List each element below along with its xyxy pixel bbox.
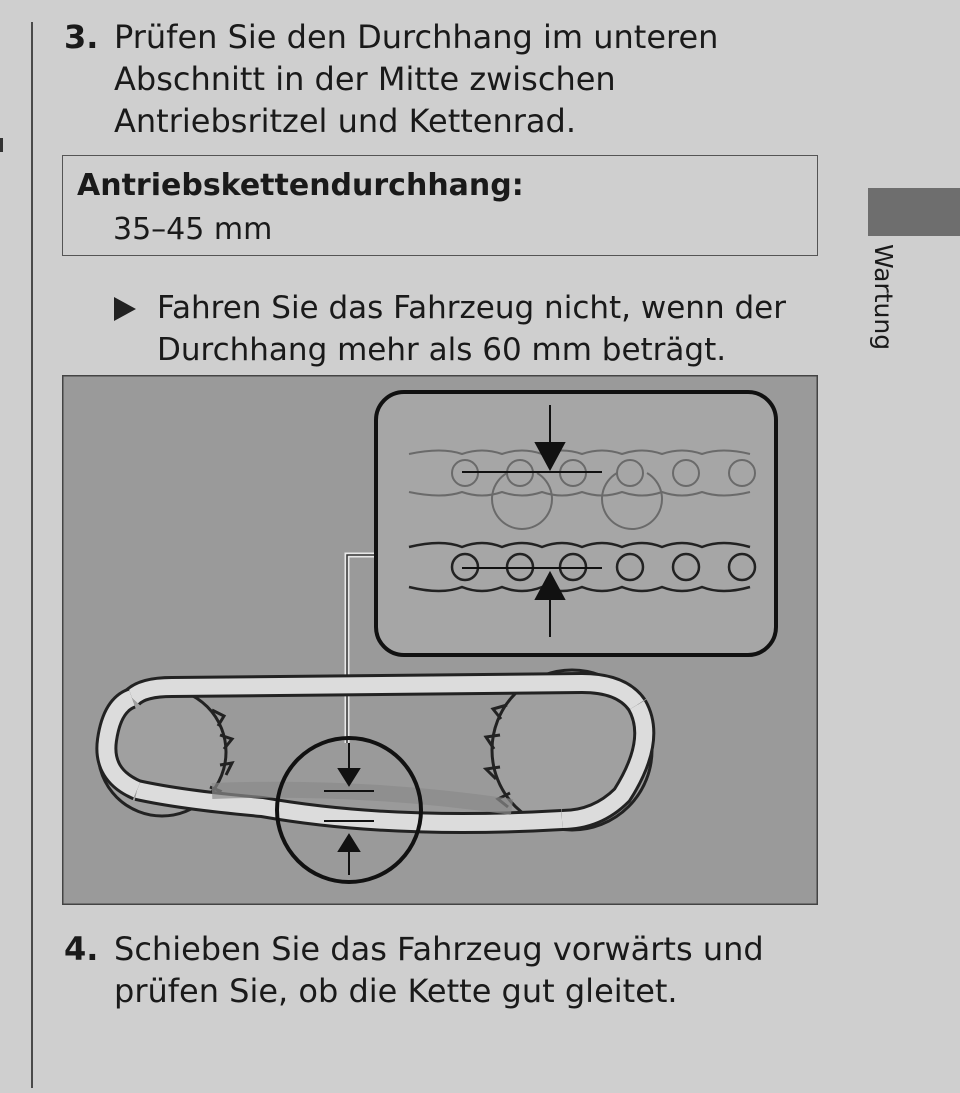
spec-box bbox=[62, 155, 818, 256]
step-text: Prüfen Sie den Durchhang im unteren Abschnitt in der Mitte zwischen Antriebsritzel und Kettenrad. bbox=[114, 18, 719, 140]
inset-detail bbox=[376, 392, 776, 655]
triangle-right-icon bbox=[114, 297, 136, 321]
note-text: Fahren Sie das Fahrzeug nicht, wenn der Durchhang mehr als 60 mm beträgt. bbox=[157, 290, 786, 368]
chain-slack-illustration bbox=[62, 375, 818, 905]
spec-value: 35–45 mm bbox=[113, 212, 273, 247]
step-4 bbox=[64, 928, 834, 1018]
step-number: 4. bbox=[64, 930, 99, 968]
section-tab bbox=[868, 188, 960, 236]
left-margin-tick bbox=[0, 138, 3, 152]
step-text: Schieben Sie das Fahrzeug vorwärts und prüfen Sie, ob die Kette gut gleitet. bbox=[114, 930, 764, 1010]
step-number: 3. bbox=[64, 18, 99, 56]
left-margin-rule bbox=[31, 22, 33, 1088]
chain-diagram bbox=[62, 375, 818, 905]
step-3 bbox=[64, 16, 834, 146]
spec-title: Antriebskettendurchhang: bbox=[77, 168, 524, 203]
section-label: Wartung bbox=[869, 244, 898, 351]
